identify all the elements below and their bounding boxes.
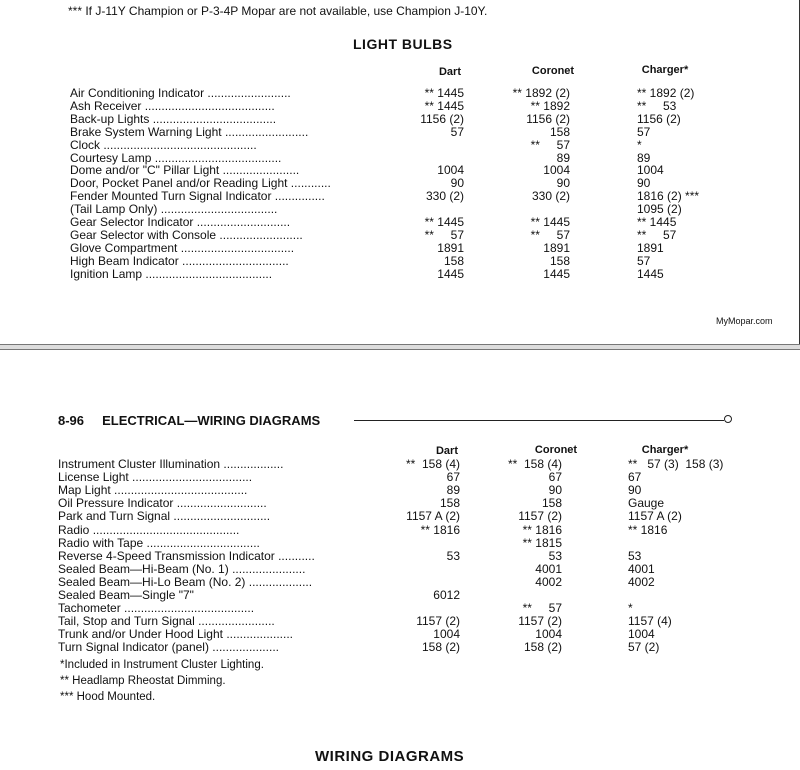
table-row	[0, 576, 800, 589]
cell-coronet: ** 57	[522, 601, 562, 616]
row-label: License Light ....................................	[58, 471, 253, 485]
table-row	[0, 203, 800, 216]
cell-charger: 1445	[637, 266, 664, 281]
cell-charger: 1095 (2)	[637, 202, 682, 217]
cell-charger: *	[628, 601, 633, 616]
cell-coronet: 53	[548, 548, 562, 563]
cell-dart: 158 (2)	[421, 640, 460, 655]
cell-dart: ** 158 (4)	[405, 457, 460, 471]
cell-coronet: 4002	[535, 574, 562, 589]
cell-dart: ** 1816	[420, 522, 460, 537]
cell-coronet: 1004	[535, 627, 562, 642]
cell-charger: 1157 (4)	[628, 614, 672, 629]
page-light-bulbs	[0, 0, 800, 344]
footnote-1: *Included in Instrument Cluster Lighting.	[60, 659, 264, 671]
cell-dart: ** 57	[424, 227, 464, 242]
light-bulbs-title: LIGHT BULBS	[353, 36, 453, 52]
cell-charger: 67	[628, 470, 642, 485]
cell-coronet: 1157 (2)	[518, 509, 562, 524]
table-row	[0, 229, 800, 242]
cell-charger: 1157 A (2)	[628, 509, 682, 524]
cell-dart: 67	[446, 470, 460, 485]
cell-coronet: 330 (2)	[531, 189, 570, 204]
row-label: High Beam Indicator ................................	[70, 254, 289, 268]
section-title: ELECTRICAL—WIRING DIAGRAMS	[102, 413, 321, 428]
row-label: Instrument Cluster Illumination ..................	[58, 458, 284, 471]
cell-dart: 1891	[437, 240, 464, 255]
column-coronet: Coronet	[531, 65, 575, 77]
cell-coronet: 89	[556, 150, 570, 165]
cell-dart: 1004	[433, 627, 460, 642]
cell-dart: 1156 (2)	[420, 111, 464, 126]
cell-coronet: ** 1892	[530, 98, 570, 113]
row-label: Back-up Lights .....................................	[70, 112, 277, 126]
cell-coronet: 158	[549, 253, 570, 268]
cell-charger: 1891	[637, 240, 664, 255]
table-row	[0, 524, 800, 537]
table-row	[0, 589, 800, 602]
cell-charger: *	[637, 137, 642, 152]
table-row	[0, 87, 800, 100]
table-row	[0, 255, 800, 268]
cell-coronet: 1445	[543, 266, 570, 281]
row-label: Sealed Beam—Hi-Lo Beam (No. 2) ...................	[58, 575, 313, 589]
row-label: Reverse 4-Speed Transmission Indicator ...........	[58, 549, 315, 563]
cell-coronet: ** 57	[530, 137, 570, 152]
row-label: Radio ............................................	[58, 523, 240, 537]
cell-dart: 158	[443, 253, 464, 268]
table-row	[0, 139, 800, 152]
cell-coronet: 1891	[543, 240, 570, 255]
cell-coronet: ** 158 (4)	[507, 457, 562, 471]
cell-coronet: ** 1892 (2)	[512, 86, 570, 100]
cell-charger: 57	[637, 253, 651, 268]
table-row	[0, 126, 800, 139]
table-row	[0, 100, 800, 113]
row-label: Glove Compartment ..................................	[70, 241, 295, 255]
table-row	[0, 563, 800, 576]
row-label: Park and Turn Signal .............................	[58, 510, 271, 524]
row-label: Oil Pressure Indicator ...........................	[58, 497, 267, 511]
row-label: Ash Receiver .......................................	[70, 99, 275, 113]
cell-dart: 6012	[433, 588, 460, 602]
cell-dart: 57	[450, 124, 464, 139]
table-row	[0, 268, 800, 281]
cell-coronet: ** 1445	[530, 215, 570, 229]
cell-dart: ** 1445	[424, 86, 464, 100]
cell-charger: Gauge	[628, 496, 665, 511]
cell-charger: ** 53	[637, 98, 677, 113]
cell-coronet: ** 1815	[522, 535, 562, 550]
column-charger-2: Charger*	[641, 444, 689, 456]
row-label: Trunk and/or Under Hood Light ....................	[58, 628, 293, 642]
cell-coronet: 1004	[543, 163, 570, 178]
table-row	[0, 152, 800, 165]
cell-coronet: ** 1816	[522, 522, 562, 537]
table-row	[0, 537, 800, 550]
table-row	[0, 216, 800, 229]
cell-coronet: 67	[548, 470, 562, 485]
cell-coronet: 158 (2)	[523, 640, 562, 655]
cell-charger: 4001	[628, 561, 655, 576]
table-row	[0, 458, 800, 471]
cell-charger: ** 57 (3) 158 (3)	[628, 457, 724, 471]
cell-dart: ** 1445	[424, 98, 464, 113]
row-label: Courtesy Lamp ......................................	[70, 151, 282, 165]
cell-charger: ** 1892 (2)	[637, 86, 695, 100]
row-label: Air Conditioning Indicator .........................	[70, 87, 291, 100]
cell-charger: 90	[637, 176, 651, 191]
cell-charger: 1004	[637, 163, 664, 178]
cell-dart: 90	[450, 176, 464, 191]
table-row	[0, 484, 800, 497]
table-row	[0, 510, 800, 523]
row-label: Map Light ........................................	[58, 484, 248, 498]
wiring-diagrams-title: WIRING DIAGRAMS	[315, 748, 465, 765]
row-label: Ignition Lamp ......................................	[70, 267, 273, 281]
cell-dart: 1157 A (2)	[406, 509, 460, 524]
header-rule	[354, 420, 724, 421]
footnote-3: *** Hood Mounted.	[60, 691, 156, 703]
cell-dart: 1445	[437, 266, 464, 281]
column-dart-2: Dart	[435, 445, 458, 457]
table-row	[0, 615, 800, 628]
row-label: Door, Pocket Panel and/or Reading Light ............	[70, 177, 331, 191]
cell-charger: 1156 (2)	[637, 111, 681, 126]
row-label: Brake System Warning Light .........................	[70, 125, 309, 139]
row-label: Turn Signal Indicator (panel) ....................	[58, 641, 279, 655]
row-label: Gear Selector Indicator ............................	[70, 216, 291, 229]
cell-charger: 1816 (2) ***	[637, 189, 700, 204]
row-label: Gear Selector with Console .........................	[70, 228, 303, 242]
cell-charger: 4002	[628, 574, 655, 589]
cell-coronet: 4001	[535, 561, 562, 576]
cell-charger: 1004	[628, 627, 655, 642]
cell-charger: ** 57	[637, 227, 677, 242]
cell-charger: ** 1445	[637, 215, 677, 229]
table-row	[0, 242, 800, 255]
watermark: MyMopar.com	[716, 316, 773, 326]
footnote-2: ** Headlamp Rheostat Dimming.	[60, 675, 226, 687]
table-row	[0, 113, 800, 126]
row-label: Sealed Beam—Hi-Beam (No. 1) ......................	[58, 562, 306, 576]
page-number: 8-96	[58, 413, 85, 428]
cell-coronet: ** 57	[530, 227, 570, 242]
cell-coronet: 1157 (2)	[518, 614, 562, 629]
row-label: Tail, Stop and Turn Signal .......................	[58, 615, 275, 629]
row-label: Dome and/or "C" Pillar Light .......................	[70, 164, 300, 178]
column-charger: Charger*	[641, 64, 689, 76]
cell-coronet: 158	[541, 496, 562, 511]
cell-dart: 330 (2)	[425, 189, 464, 204]
cell-charger: 57	[637, 124, 651, 139]
row-label: Fender Mounted Turn Signal Indicator ...............	[70, 190, 325, 204]
row-label: Tachometer .......................................	[58, 602, 255, 616]
table-row	[0, 628, 800, 641]
spark-plug-note: *** If J-11Y Champion or P-3-4P Mopar are not available, use Champion J-10Y.	[68, 4, 488, 18]
column-coronet-2: Coronet	[534, 444, 578, 456]
row-label: Clock ..............................................	[70, 138, 257, 152]
cell-charger: 89	[637, 150, 651, 165]
header-rule-circle	[724, 415, 732, 423]
cell-dart: 158	[439, 496, 460, 511]
row-label: Radio with Tape ..................................	[58, 536, 260, 550]
table-row	[0, 497, 800, 510]
cell-coronet: 90	[556, 176, 570, 191]
section-header	[58, 413, 320, 428]
cell-charger: ** 1816	[628, 522, 668, 537]
row-label: (Tail Lamp Only) ...................................	[70, 203, 278, 217]
cell-dart: 53	[446, 548, 460, 563]
column-dart: Dart	[438, 66, 461, 78]
cell-coronet: 90	[548, 483, 562, 498]
cell-dart: 89	[446, 483, 460, 498]
table-row	[0, 641, 800, 654]
table-row	[0, 550, 800, 563]
cell-dart: 1004	[437, 163, 464, 178]
table-row	[0, 164, 800, 177]
table-row	[0, 471, 800, 484]
cell-dart: ** 1445	[424, 215, 464, 229]
cell-dart: 1157 (2)	[416, 614, 460, 629]
table-row	[0, 602, 800, 615]
cell-coronet: 1156 (2)	[526, 111, 570, 126]
cell-charger: 57 (2)	[628, 640, 660, 655]
cell-charger: 90	[628, 483, 642, 498]
cell-charger: 53	[628, 548, 642, 563]
row-label: Sealed Beam—Single "7"	[58, 589, 194, 602]
cell-coronet: 158	[549, 124, 570, 139]
